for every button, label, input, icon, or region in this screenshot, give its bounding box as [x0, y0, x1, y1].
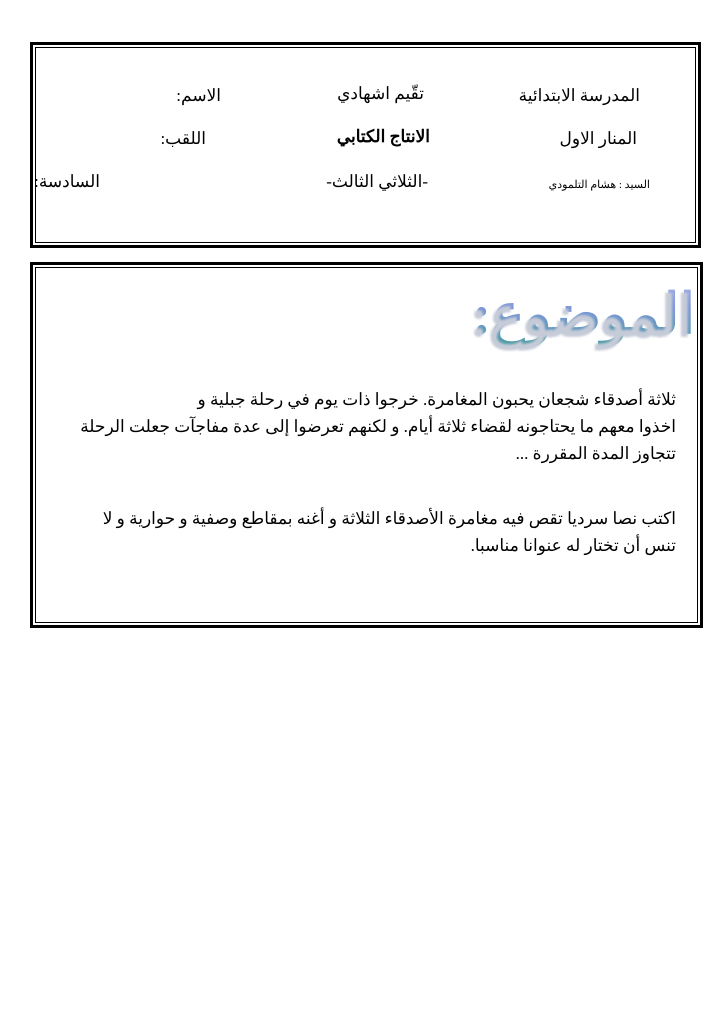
subject-name: الانتاج الكتابي — [336, 127, 430, 146]
school-name: المدرسة الابتدائية — [518, 86, 640, 105]
grade-label: السادسة: — [34, 172, 100, 191]
subject-title: الموضوع: — [473, 268, 695, 363]
header-box — [30, 42, 701, 248]
instruction-line: اكتب نصا سرديا تقص فيه مغامرة الأصدقاء الثلاثة و أغنه بمقاطع وصفية و حوارية و لا — [102, 509, 676, 528]
topic-line: تتجاوز المدة المقررة ... — [515, 444, 676, 463]
instructions-paragraph — [54, 505, 676, 559]
topic-line: ثلاثة أصدقاء شجعان يحبون المغامرة. خرجوا ذات يوم في رحلة جبلية و — [197, 390, 676, 409]
instruction-line: تنس أن تختار له عنوانا مناسبا. — [470, 536, 676, 555]
subject-box-inner — [35, 267, 698, 623]
teacher-name: السيد : هشام التلمودي — [548, 179, 650, 191]
topic-paragraph — [54, 386, 676, 467]
subject-box — [30, 262, 703, 628]
topic-line: اخذوا معهم ما يحتاجونه لقضاء ثلاثة أيام. و لكنهم تعرضوا إلى عدة مفاجآت جعلت الرحلة — [80, 417, 676, 436]
first-name-label: الاسم: — [176, 86, 221, 105]
surname-label: اللقب: — [160, 129, 206, 148]
trimester-label: -الثلاثي الثالث- — [326, 172, 428, 191]
header-box-inner — [35, 47, 696, 243]
school-branch: المنار الاول — [559, 129, 637, 148]
assessment-type: تقّيم اشهادي — [337, 84, 424, 103]
